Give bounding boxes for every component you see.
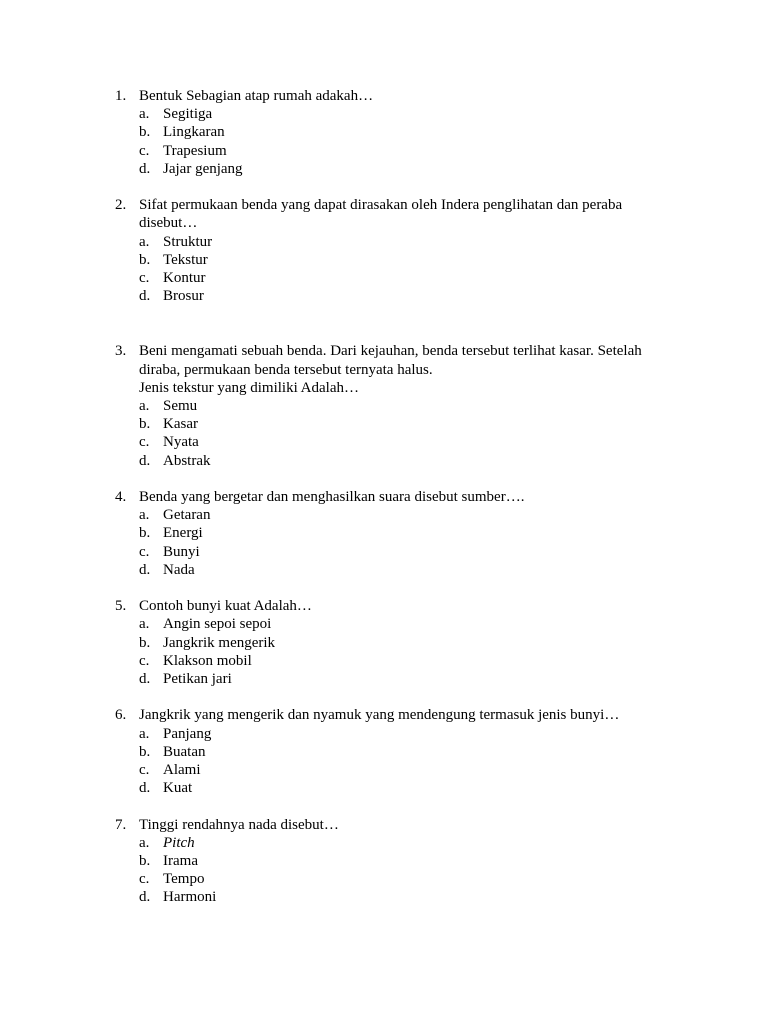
question-text: Tinggi rendahnya nada disebut…: [139, 816, 339, 833]
option-text: Tempo: [163, 871, 205, 888]
option-letter: c.: [139, 762, 150, 779]
spacer: [0, 688, 768, 706]
option-text: Energi: [163, 525, 203, 542]
option-letter: c.: [139, 270, 150, 287]
option-text: Harmoni: [163, 889, 217, 906]
option-letter: a.: [139, 106, 150, 123]
option-list: [139, 397, 668, 470]
spacer: [0, 470, 768, 488]
option-a: [139, 834, 668, 852]
option-c: [139, 652, 668, 670]
spacer: [0, 579, 768, 597]
option-d: [139, 561, 668, 579]
option-text: Kuat: [163, 780, 193, 797]
option-b: [139, 251, 668, 269]
question-number: 2.: [115, 197, 127, 214]
option-letter: b.: [139, 743, 151, 760]
option-a: [139, 615, 668, 633]
option-letter: b.: [139, 853, 151, 870]
option-text: Buatan: [163, 743, 206, 760]
option-text: Angin sepoi sepoi: [163, 616, 272, 633]
option-list: [139, 105, 668, 178]
option-text: Semu: [163, 398, 198, 415]
option-text: Alami: [163, 762, 201, 779]
option-letter: b.: [139, 634, 151, 651]
option-text: Panjang: [163, 725, 212, 742]
option-letter: d.: [139, 889, 151, 906]
option-letter: d.: [139, 452, 151, 469]
option-d: [139, 287, 668, 305]
option-b: [139, 852, 668, 870]
question-6: [0, 706, 768, 797]
option-c: [139, 761, 668, 779]
question-text: disebut…: [139, 215, 198, 232]
option-letter: c.: [139, 543, 150, 560]
option-text: Tekstur: [163, 251, 208, 268]
option-letter: d.: [139, 288, 151, 305]
option-letter: d.: [139, 561, 151, 578]
option-text: Kasar: [163, 416, 198, 433]
option-letter: c.: [139, 142, 150, 159]
option-text: Abstrak: [163, 452, 211, 469]
option-letter: a.: [139, 616, 150, 633]
option-c: [139, 142, 668, 160]
option-letter: a.: [139, 834, 150, 851]
option-list: [139, 615, 668, 688]
option-list: [139, 834, 668, 907]
option-text: Kontur: [163, 270, 206, 287]
option-a: [139, 397, 668, 415]
question-4: [0, 488, 768, 579]
question-number: 3.: [115, 343, 127, 360]
question-5: [0, 597, 768, 688]
option-text: Segitiga: [163, 106, 213, 123]
option-letter: a.: [139, 398, 150, 415]
option-text: Trapesium: [163, 142, 227, 159]
question-number: 4.: [115, 489, 127, 506]
question-text: diraba, permukaan benda tersebut ternyata halus.: [139, 361, 433, 378]
option-a: [139, 725, 668, 743]
option-list: [139, 506, 668, 579]
option-letter: d.: [139, 160, 151, 177]
question-number: 1.: [115, 88, 127, 104]
option-letter: a.: [139, 725, 150, 742]
option-c: [139, 870, 668, 888]
option-c: [139, 269, 668, 287]
option-text: Pitch: [163, 834, 195, 851]
option-text: Lingkaran: [163, 124, 225, 141]
option-d: [139, 452, 668, 470]
option-letter: b.: [139, 525, 151, 542]
option-text: Irama: [163, 853, 198, 870]
option-d: [139, 670, 668, 688]
option-letter: b.: [139, 416, 151, 433]
question-text: Bentuk Sebagian atap rumah adakah…: [139, 88, 374, 104]
option-text: Nyata: [163, 434, 199, 451]
question-text: Sifat permukaan benda yang dapat dirasakan oleh Indera penglihatan dan peraba: [139, 197, 623, 214]
option-letter: c.: [139, 871, 150, 888]
question-text: Beni mengamati sebuah benda. Dari kejauhan, benda tersebut terlihat kasar. Setelah: [139, 343, 642, 360]
option-letter: c.: [139, 434, 150, 451]
question-text: Contoh bunyi kuat Adalah…: [139, 598, 312, 615]
option-text: Jajar genjang: [163, 160, 243, 177]
question-3: [0, 342, 768, 469]
spacer: [0, 305, 768, 342]
option-d: [139, 160, 668, 178]
option-c: [139, 433, 668, 451]
option-text: Bunyi: [163, 543, 200, 560]
option-a: [139, 233, 668, 251]
option-text: Klakson mobil: [163, 652, 252, 669]
question-number: 6.: [115, 707, 127, 724]
option-b: [139, 123, 668, 141]
option-d: [139, 888, 668, 906]
option-d: [139, 779, 668, 797]
option-a: [139, 506, 668, 524]
option-text: Petikan jari: [163, 671, 232, 688]
option-letter: d.: [139, 780, 151, 797]
option-list: [139, 233, 668, 306]
option-c: [139, 543, 668, 561]
question-1: [0, 87, 768, 178]
option-text: Struktur: [163, 233, 213, 250]
question-number: 5.: [115, 598, 127, 615]
question-text: Jangkrik yang mengerik dan nyamuk yang mendengung termasuk jenis bunyi…: [139, 707, 620, 724]
question-text: Jenis tekstur yang dimiliki Adalah…: [139, 379, 359, 396]
option-letter: a.: [139, 507, 150, 524]
option-text: Brosur: [163, 288, 204, 305]
question-text: Benda yang bergetar dan menghasilkan suara disebut sumber….: [139, 489, 525, 506]
spacer: [0, 797, 768, 815]
option-letter: b.: [139, 251, 151, 268]
option-b: [139, 634, 668, 652]
option-letter: a.: [139, 233, 150, 250]
option-a: [139, 105, 668, 123]
question-2: [0, 196, 768, 305]
option-text: Jangkrik mengerik: [163, 634, 276, 651]
option-b: [139, 415, 668, 433]
option-letter: b.: [139, 124, 151, 141]
option-letter: d.: [139, 671, 151, 688]
question-number: 7.: [115, 816, 127, 833]
option-b: [139, 743, 668, 761]
question-7: [0, 816, 768, 907]
option-b: [139, 524, 668, 542]
option-text: Nada: [163, 561, 195, 578]
option-text: Getaran: [163, 507, 211, 524]
option-list: [139, 725, 668, 798]
spacer: [0, 178, 768, 196]
option-letter: c.: [139, 652, 150, 669]
